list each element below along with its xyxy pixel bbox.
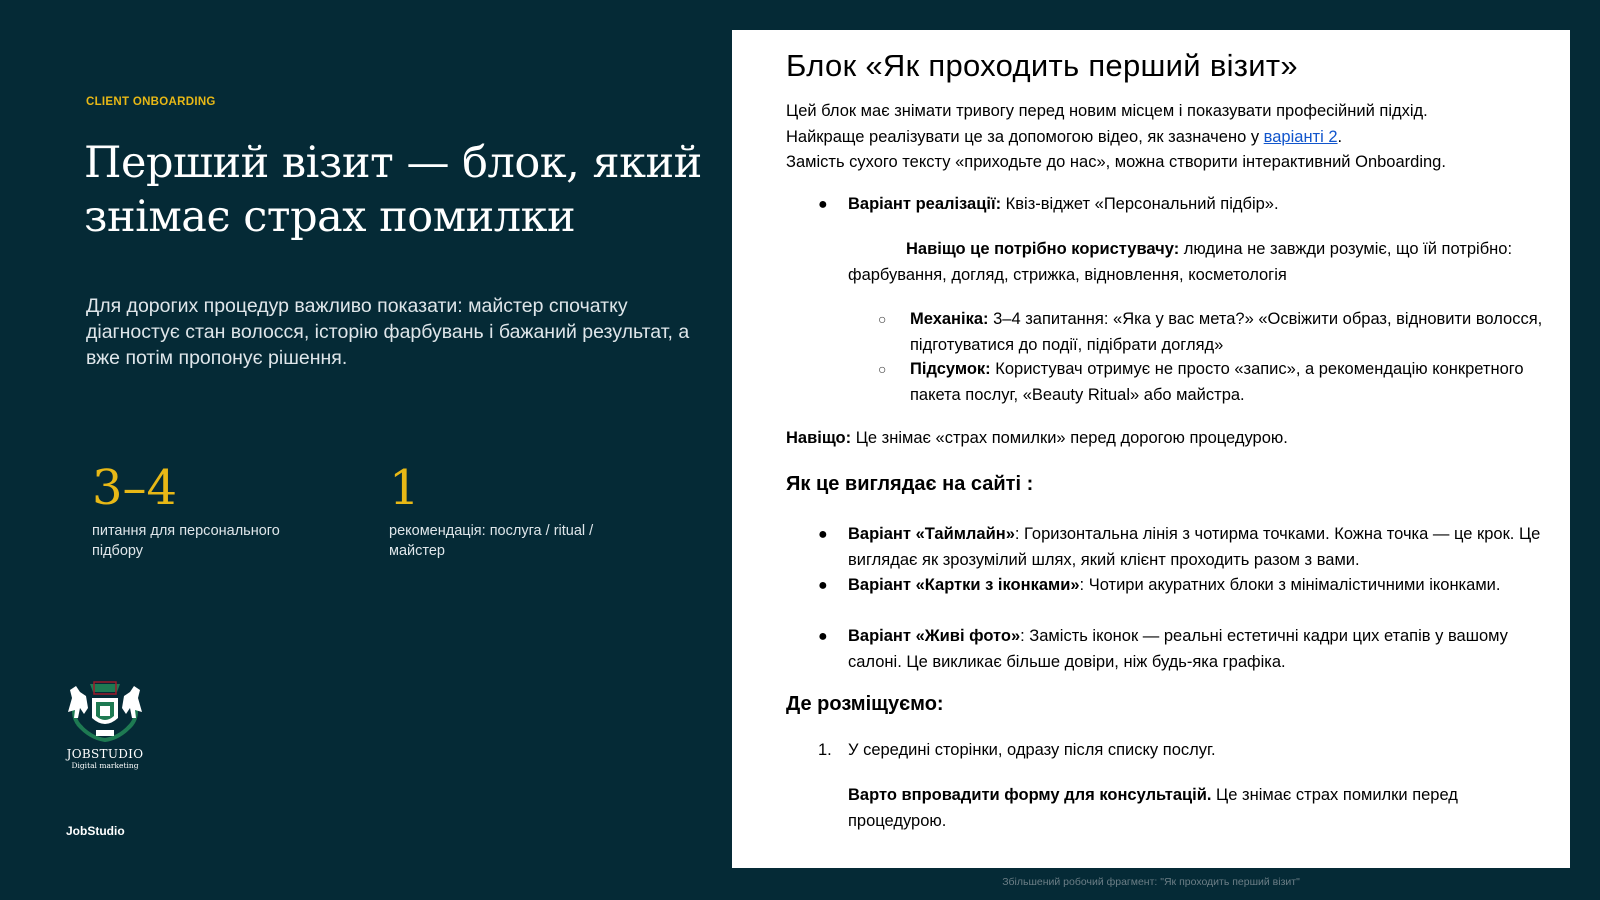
why-user-paragraph: Навіщо це потрібно користувачу: людина не завжди розуміє, що їй потрібно: фарбування, догляд, стрижка, відновлення, косметологія: [848, 240, 1513, 284]
doc-title: Блок «Як проходить перший візит»: [786, 48, 1298, 83]
stat-value: 3–4: [92, 460, 178, 516]
sub-item-mechanics: Механіка: 3–4 запитання: «Яка у вас мета?» «Освіжити образ, відновити волосся, підготуватися до події, підібрати догляд»: [910, 310, 1543, 354]
fragment-caption: Збільшений робочий фрагмент: "Як проходить перший візит": [1002, 876, 1300, 888]
where-heading: Де розміщуємо:: [786, 693, 944, 715]
circle-bullet-icon: ○: [878, 361, 887, 377]
intro-line: Цей блок має знімати тривогу перед новим місцем і показувати професійний підхід.: [786, 102, 1428, 120]
stat-questions: [92, 458, 322, 561]
stat-label: питання для персонального підбору: [92, 523, 280, 559]
slide-headline: Перший візит — блок, який знімає страх помилки: [84, 138, 702, 242]
intro-line: Замість сухого тексту «приходьте до нас», можна створити інтерактивний Onboarding.: [786, 153, 1446, 171]
brand-footer: JobStudio: [66, 824, 125, 838]
where-item: У середині сторінки, одразу після списку послуг.: [848, 741, 1216, 759]
bullet-icon: ●: [818, 196, 828, 213]
jobstudio-logo: [60, 678, 150, 770]
form-note: Варто впровадити форму для консультацій. Це знімає страх помилки перед процедурою.: [848, 786, 1458, 830]
how-item-timeline: Варіант «Таймлайн»: Горизонтальна лінія з чотирма точками. Кожна точка — це крок. Це виглядає як зрозумілий шлях, який клієнт проходить разом з вами.: [848, 525, 1541, 569]
document-fragment: [732, 30, 1570, 868]
how-item-photos: Варіант «Живі фото»: Замість іконок — реальні естетичні кадри цих етапів у вашому салоні. Це викликає більше довіри, ніж будь-яка графіка.: [848, 627, 1508, 671]
eyebrow-label: CLIENT ONBOARDING: [86, 96, 216, 108]
doc-intro: [786, 99, 1556, 176]
bullet-icon: ●: [818, 628, 828, 645]
variant-2-link[interactable]: варіанті 2: [1263, 127, 1338, 146]
lead-paragraph: Для дорогих процедур важливо показати: майстер спочатку діагностує стан волосся, історію фарбувань і бажаний результат, а вже потім пропонує рішення.: [86, 295, 690, 369]
circle-bullet-icon: ○: [878, 311, 887, 327]
list-number: 1.: [818, 741, 832, 759]
variant-line: Варіант реалізації: Квіз-віджет «Персональний підбір».: [848, 195, 1279, 213]
how-heading: Як це виглядає на сайті :: [786, 473, 1034, 495]
crest-icon: [60, 678, 150, 746]
bullet-icon: ●: [818, 526, 828, 543]
logo-tagline: Digital marketing: [71, 761, 139, 770]
intro-line: Найкраще реалізувати це за допомогою відео, як зазначено у варіанті 2.: [786, 127, 1343, 146]
stat-value: 1: [389, 460, 420, 516]
logo-name: JOBSTUDIO: [66, 747, 144, 761]
sub-item-summary: Підсумок: Користувач отримує не просто «запис», а рекомендацію конкретного пакета послуг, «Beauty Ritual» або майстра.: [910, 360, 1524, 404]
how-item-cards: Варіант «Картки з іконками»: Чотири акуратних блоки з мінімалістичними іконками.: [848, 576, 1501, 594]
why-line: Навіщо: Це знімає «страх помилки» перед дорогою процедурою.: [786, 429, 1288, 447]
stat-recommendation: [389, 458, 619, 561]
bullet-icon: ●: [818, 577, 828, 594]
stat-label: рекомендація: послуга / ritual / майстер: [389, 523, 594, 559]
